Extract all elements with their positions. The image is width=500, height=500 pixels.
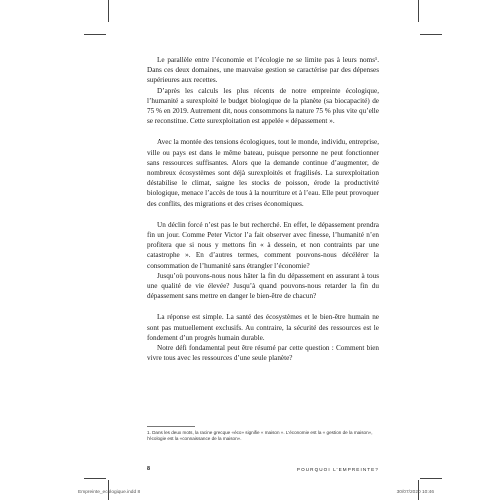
paragraph-1: Le parallèle entre l’économie et l’écologie ne se limite pas à leurs noms¹. Dans ces deux domaines, une mauvaise gestion se caractérise par des dépenses supérieures aux recettes.: [147, 56, 379, 85]
paragraph-7: Notre défi fondamental peut être résumé par cette question : Comment bien vivre tous avec les ressources d’une seule planète?: [147, 344, 379, 363]
print-slug: [0, 490, 500, 498]
crop-mark-top-right: [418, 0, 419, 22]
crop-mark-bottom-right-h: [420, 478, 442, 479]
crop-mark-bottom-left-h: [84, 478, 106, 479]
footnote: 1. Dans les deux mots, la racine grecque «éco» signifie « maison ». L’économie est la « gestion de la maison», l’écologie est la «connaissance de la maison».: [147, 430, 373, 442]
running-head: POURQUOI L’EMPREINTE?: [296, 467, 379, 472]
crop-mark-top-right-h: [420, 34, 442, 35]
crop-mark-top-left: [108, 0, 109, 22]
paragraph-gap: [147, 126, 379, 137]
paragraph-gap: [147, 301, 379, 312]
paragraph-5: Jusqu’où pouvons-nous nous hâter la fin du dépassement en assurant à tous une qualité de vie élevée? Jusqu’à quand pouvons-nous retarder la fin du dépassement sans mettre en danger le bien-être de chacun?: [147, 271, 379, 301]
body-text: [147, 55, 379, 363]
footnote-rule: [147, 426, 195, 427]
paragraph-4: Un déclin forcé n’est pas le but recherché. En effet, le dépassement prendra fin un jour. Comme Peter Victor l’a fait observer avec finesse, l’humanité n’en profitera que si nous y mettons fin « à dessein, et non contraints par une catastrophe ». En d’autres termes, comment pouvons-nous décélérer la consommation de l’humanité sans étrangler l’économie?: [147, 220, 379, 270]
slug-filename: Empreinte_ecologique.indd 8: [78, 490, 141, 495]
paragraph-gap: [147, 209, 379, 220]
page-number: 8: [147, 466, 150, 472]
paragraph-3: Avec la montée des tensions écologiques, tout le monde, individu, entreprise, ville ou pays est dans le même bateau, puisque personne ne peut fonctionner sans ressources suffisantes. Alors que la demande continue d’augmenter, de nombreux écosystèmes sont déjà surexploités et fragilisés. La surexploitation déstabilise le climat, saigne les stocks de poisson, érode la productivité biologique, menace l’accès de tous à la nourriture et à l’eau. Elle peut provoquer des conflits, des migrations et des crises économiques.: [147, 138, 379, 208]
crop-mark-top-left-h: [84, 34, 106, 35]
paragraph-2: D’après les calculs les plus récents de notre empreinte écologique, l’humanité a surexploité le budget biologique de la planète (sa biocapacité) de 75 % en 2019. Autrement dit, nous consommons la nature 75 % plus vite qu’elle se reconstitue. Cette surexploitation est appelée « dépassement ».: [147, 86, 379, 126]
paragraph-6: La réponse est simple. La santé des écosystèmes et le bien-être humain ne sont pas mutuellement exclusifs. Au contraire, la sécurité des ressources est le fondement d’un progrès humain durable.: [147, 313, 379, 342]
slug-date: 30/07/2020 10:46: [396, 490, 434, 495]
